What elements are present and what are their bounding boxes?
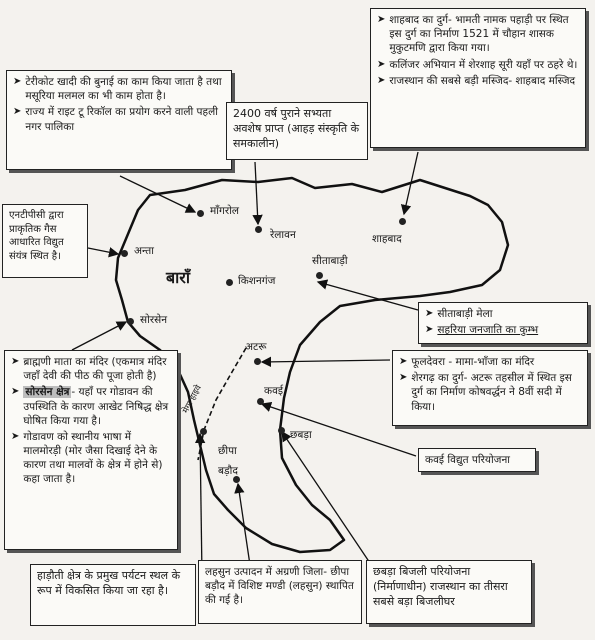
box-brahmani-mata: ➤ ब्राह्मणी माता का मंदिर (एकमात्र मंदिर जहाँ देवी की पीठ की पूजा होती है) ➤ सोरसेन क्षेत्र - यहाँ पर गोडावन की उपस्थिति के कारण आखेट निषिद्ध क्षेत्र घोषित किया गया है। ➤ गोडावण को स्थानीय भाषा में मालमोरड़ी (मोर जैसा दिखाई देने के कारण तथा मालवों के क्षेत्र में होने से) कहा जाता है। [4,350,178,550]
label-kishanganj: किशनगंज [238,275,276,287]
pointer-bullet-icon: ➤ [11,386,20,398]
city-dot-mangrol [197,210,204,217]
pointer-ancient [255,162,258,224]
pointer-bullet-icon: ➤ [425,324,434,336]
pointer-bullet-icon: ➤ [11,356,20,367]
pointer-barod [238,484,250,565]
box-ancient-civilization: 2400 वर्ष पुराने सभ्यता अवशेष प्राप्त (आहड़ संस्कृति के समकालीन) [226,102,368,160]
pointer-mangrol [120,176,195,212]
pointer-bullet-icon: ➤ [13,76,22,87]
pointer-bullet-icon: ➤ [377,14,386,25]
box-atru-sherghar: ➤ फूलदेवरा - मामा-भाँजा का मंदिर ➤ शेरगढ़ का दुर्ग- अटरू तहसील में स्थित इस दुर्ग का निर्माण कोषवर्द्धन ने 8वीं सदी में किया। [392,350,588,426]
pointer-chhabra [282,432,372,566]
box-hadoti-tourism: हाड़ौती क्षेत्र के प्रमुख पर्यटन स्थल के रूप में विकसित किया जा रहा है। [30,564,196,626]
city-dot-shahbad [399,218,406,225]
city-dot-chhabra [278,427,285,434]
label-anta: अन्ता [134,245,154,257]
pointer-sitabari [318,282,418,310]
pointer-shahbad [404,152,418,214]
pointer-bullet-icon: ➤ [377,74,386,86]
box-kawai-power-project: कवई विद्युत परियोजना [418,448,536,472]
label-sorsen: सोरसेन [140,314,168,326]
label-chhipa-barod: छीपा बड़ौद [218,445,238,477]
pointer-bullet-icon: ➤ [377,58,386,70]
box-sitabari-fair: ➤ सीताबाड़ी मेला ➤ सहरिया जनजाति का कुम्भ [418,302,588,344]
box-terracotta-khadi: ➤ टेरीकोट खादी की बुनाई का काम किया जाता है तथा मसूरिया मलमल का भी काम होता है। ➤ राज्य में राइट टू रिकॉल का प्रयोग करने वाली पहली नगर पालिका [6,70,232,170]
label-atru: अटरू [245,341,267,353]
pointer-bullet-icon: ➤ [425,308,434,319]
pointer-bullet-icon: ➤ [399,356,408,367]
label-chhabra: छबड़ा [290,429,312,441]
label-baran: बाराँ [166,268,190,287]
city-dot-kawai [257,398,264,405]
pointer-bullet-icon: ➤ [13,106,22,118]
label-sitabari: सीताबाड़ी [312,255,348,267]
label-kawai: कवई [264,385,284,397]
box-garlic-mandi: लहसुन उत्पादन में अग्रणी जिला- छीपा बड़ौद में विशिष्ट मण्डी (लहसुन) स्थापित की गई है। [198,560,362,624]
box-shahbad-fort: ➤ शाहबाद का दुर्ग- भामती नामक पहाड़ी पर स्थित इस दुर्ग का निर्माण 1521 में चौहान शासक मुकुटमणि द्वारा किया गया। ➤ कलिंजर अभियान में शेरशाह सूरी यहाँ पर ठहरे थे। ➤ राजस्थान की सबसे बड़ी मस्जिद- शाहबाद मस्जिद [370,8,586,148]
label-mega-highway: मेगा हाइवे [180,383,204,416]
city-dot-atru [254,358,261,365]
label-mangrol: माँगरोल [210,205,240,217]
pointer-sorsen [72,322,126,350]
city-dot-chhipa [200,428,207,435]
city-dot-relawan [255,226,262,233]
label-relawan: रेलावन [270,229,296,241]
city-dot-anta [121,250,128,257]
box-chhabra-power-project: छबड़ा बिजली परियोजना (निर्माणाधीन) राजस्थान का तीसरा सबसे बड़ा बिजलीघर [366,560,532,624]
box-ntpc-gas-plant: एनटीपीसी द्वारा प्राकृतिक गैस आधारित विद्युत संयंत्र स्थित है। [2,204,88,278]
pointer-anta [88,248,118,254]
pointer-atru [262,360,390,362]
pointer-bullet-icon: ➤ [399,372,408,384]
pointer-bullet-icon: ➤ [11,430,20,442]
city-dot-sorsen [127,318,134,325]
label-shahbad: शाहबाद [372,233,402,245]
city-dot-kishanganj [226,279,233,286]
city-dot-sitabari [316,272,323,279]
